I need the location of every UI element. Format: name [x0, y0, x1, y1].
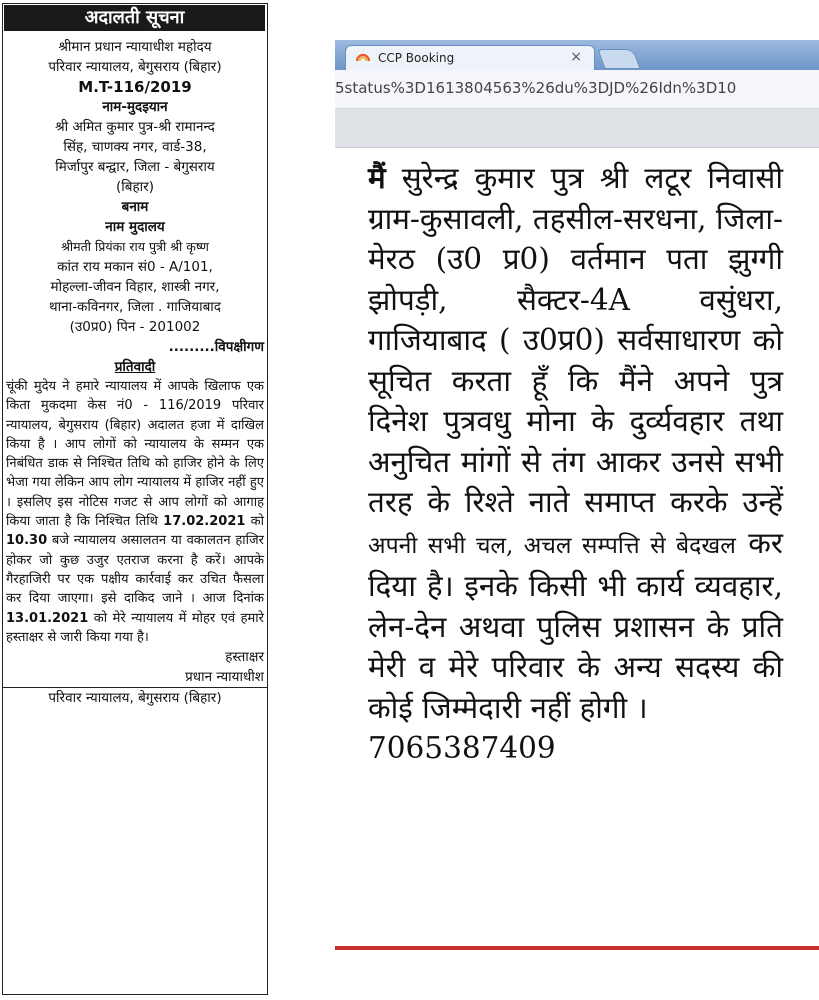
plaintiff-line3: मिर्जापुर बन्द्वार, जिला - बेगुसराय — [55, 159, 215, 175]
toolbar-strip — [335, 109, 819, 148]
notice-text2: कर दिया है। इनके किसी भी कार्य व्यवहार, लेन-देन अथवा पुलिस प्रशासन के प्रति मेरी व मेरे परिवार के अन्य सदस्य की कोई जिम्मेदारी नहीं होगी । — [368, 525, 783, 725]
defendant-line3: मोहल्ला-जीवन विहार, शास्त्री नगर, — [50, 279, 220, 295]
address-bar[interactable] — [335, 70, 819, 109]
respondent: प्रतिवादी — [114, 359, 156, 375]
at-word: को — [250, 514, 264, 530]
opponents: .........विपक्षीगण — [168, 339, 264, 355]
plaintiff-heading: नाम-मुदइयान — [102, 99, 168, 115]
tab-bar — [335, 40, 819, 70]
tab-title: CCP Booking — [378, 51, 455, 65]
court-line2: परिवार न्यायालय, बेगुसराय (बिहार) — [48, 59, 222, 75]
sign-title: प्रधान न्यायाधीश — [185, 669, 264, 686]
hearing-date: 17.02.2021 — [163, 514, 246, 530]
court-line1: श्रीमान प्रधान न्यायाधीश महोदय — [58, 39, 212, 55]
defendant-heading: नाम मुदालय — [105, 219, 165, 235]
notice-text1: सुरेन्द्र कुमार पुत्र श्री लटूर निवासी ग्राम-कुसावली, तहसील-सरधना, जिला-मेरठ (उ0 प्र0) वर्तमान पता झुग्गी झोपड़ी, सैक्टर-4A वसुंधरा, गाजियाबाद ( उ0प्र0) सर्वसाधारण को सूचित करता हूँ कि मैंने अपने पुत्र दिनेश पुत्रवधु मोना के दुर्व्यवहार तथा अनुचित मांगों से तंग आकर उनसे सभी तरह के रिश्ते नाते समाप्त करके उन्हें — [368, 161, 784, 519]
body-text3: को मेरे न्यायालय में मोहर एवं हमारे हस्ताक्षर से जारी किया गया है। — [6, 610, 264, 645]
browser-window — [335, 40, 819, 960]
public-notice-text — [368, 158, 783, 769]
court-notice — [2, 3, 272, 997]
sign-court: परिवार न्यायालय, बेगुसराय (बिहार) — [2, 687, 268, 708]
plaintiff-line2: सिंह, चाणक्य नगर, वार्ड-38, — [63, 139, 207, 155]
signature: हस्ताक्षर — [225, 649, 264, 666]
defendant-line4: थाना-कविनगर, जिला . गाजियाबाद — [49, 299, 221, 315]
plaintiff-line4: (बिहार) — [116, 179, 154, 195]
notice-text-small: अपनी सभी चल, अचल सम्पत्ति से बेदखल — [368, 532, 736, 559]
defendant-line5: (उ0प्र0) पिन - 201002 — [69, 319, 201, 335]
phone-number: 7065387409 — [368, 731, 556, 765]
body-text2: बजे न्यायालय असालतन या वकालतन हाजिर होकर जो कुछ उजुर एतराज करना है करें। आपके गैरहाजिरी पर एक पक्षीय कार्रवाई कर उचित फैसला कर दिया जाएगा। इसे दाकिद जाने । आज दिनांक — [6, 533, 264, 607]
hearing-time: 10.30 — [6, 533, 48, 549]
url-text: 5status%3D1613804563%26du%3DJD%26Idn%3D10 — [335, 79, 737, 97]
notice-content — [6, 37, 264, 708]
close-icon[interactable]: × — [570, 49, 582, 65]
rainbow-icon — [356, 52, 370, 62]
red-divider — [335, 946, 819, 950]
case-number: M.T-116/2019 — [78, 78, 192, 96]
tab-ccp-booking[interactable] — [345, 45, 595, 70]
issue-date: 13.01.2021 — [6, 610, 89, 626]
plaintiff-line1: श्री अमित कुमार पुत्र-श्री रामानन्द — [55, 119, 215, 135]
versus: बनाम — [121, 199, 149, 215]
new-tab-button[interactable] — [597, 49, 640, 69]
body-text: चूंकी मुदेय ने हमारे न्यायालय में आपके खिलाफ एक किता मुकदमा केस नं0 - 116/2019 परिवार न्यायालय, बेगुसराय (बिहार) अदालत हजा में दाखिल किया है । आप लोगों को न्यायालय के सम्मन एक निबंधित डाक से निश्चित तिथि को हाजिर होने के लिए भेजा गया लेकिन आप लोग न्यायालय में हाजिर नहीं हुए । इसलिए इस नोटिस गजट से आप लोगों को आगाह किया जाता है कि निश्चित तिथि — [6, 379, 264, 530]
notice-heading: अदालती सूचना — [4, 5, 265, 31]
defendant-line1: श्रीमती प्रियंका राय पुत्री श्री कृष्ण — [61, 239, 209, 254]
defendant-line2: कांत राय मकान सं0 - A/101, — [57, 259, 213, 275]
lead-word: मैं — [368, 160, 386, 195]
notice-body — [6, 377, 264, 647]
